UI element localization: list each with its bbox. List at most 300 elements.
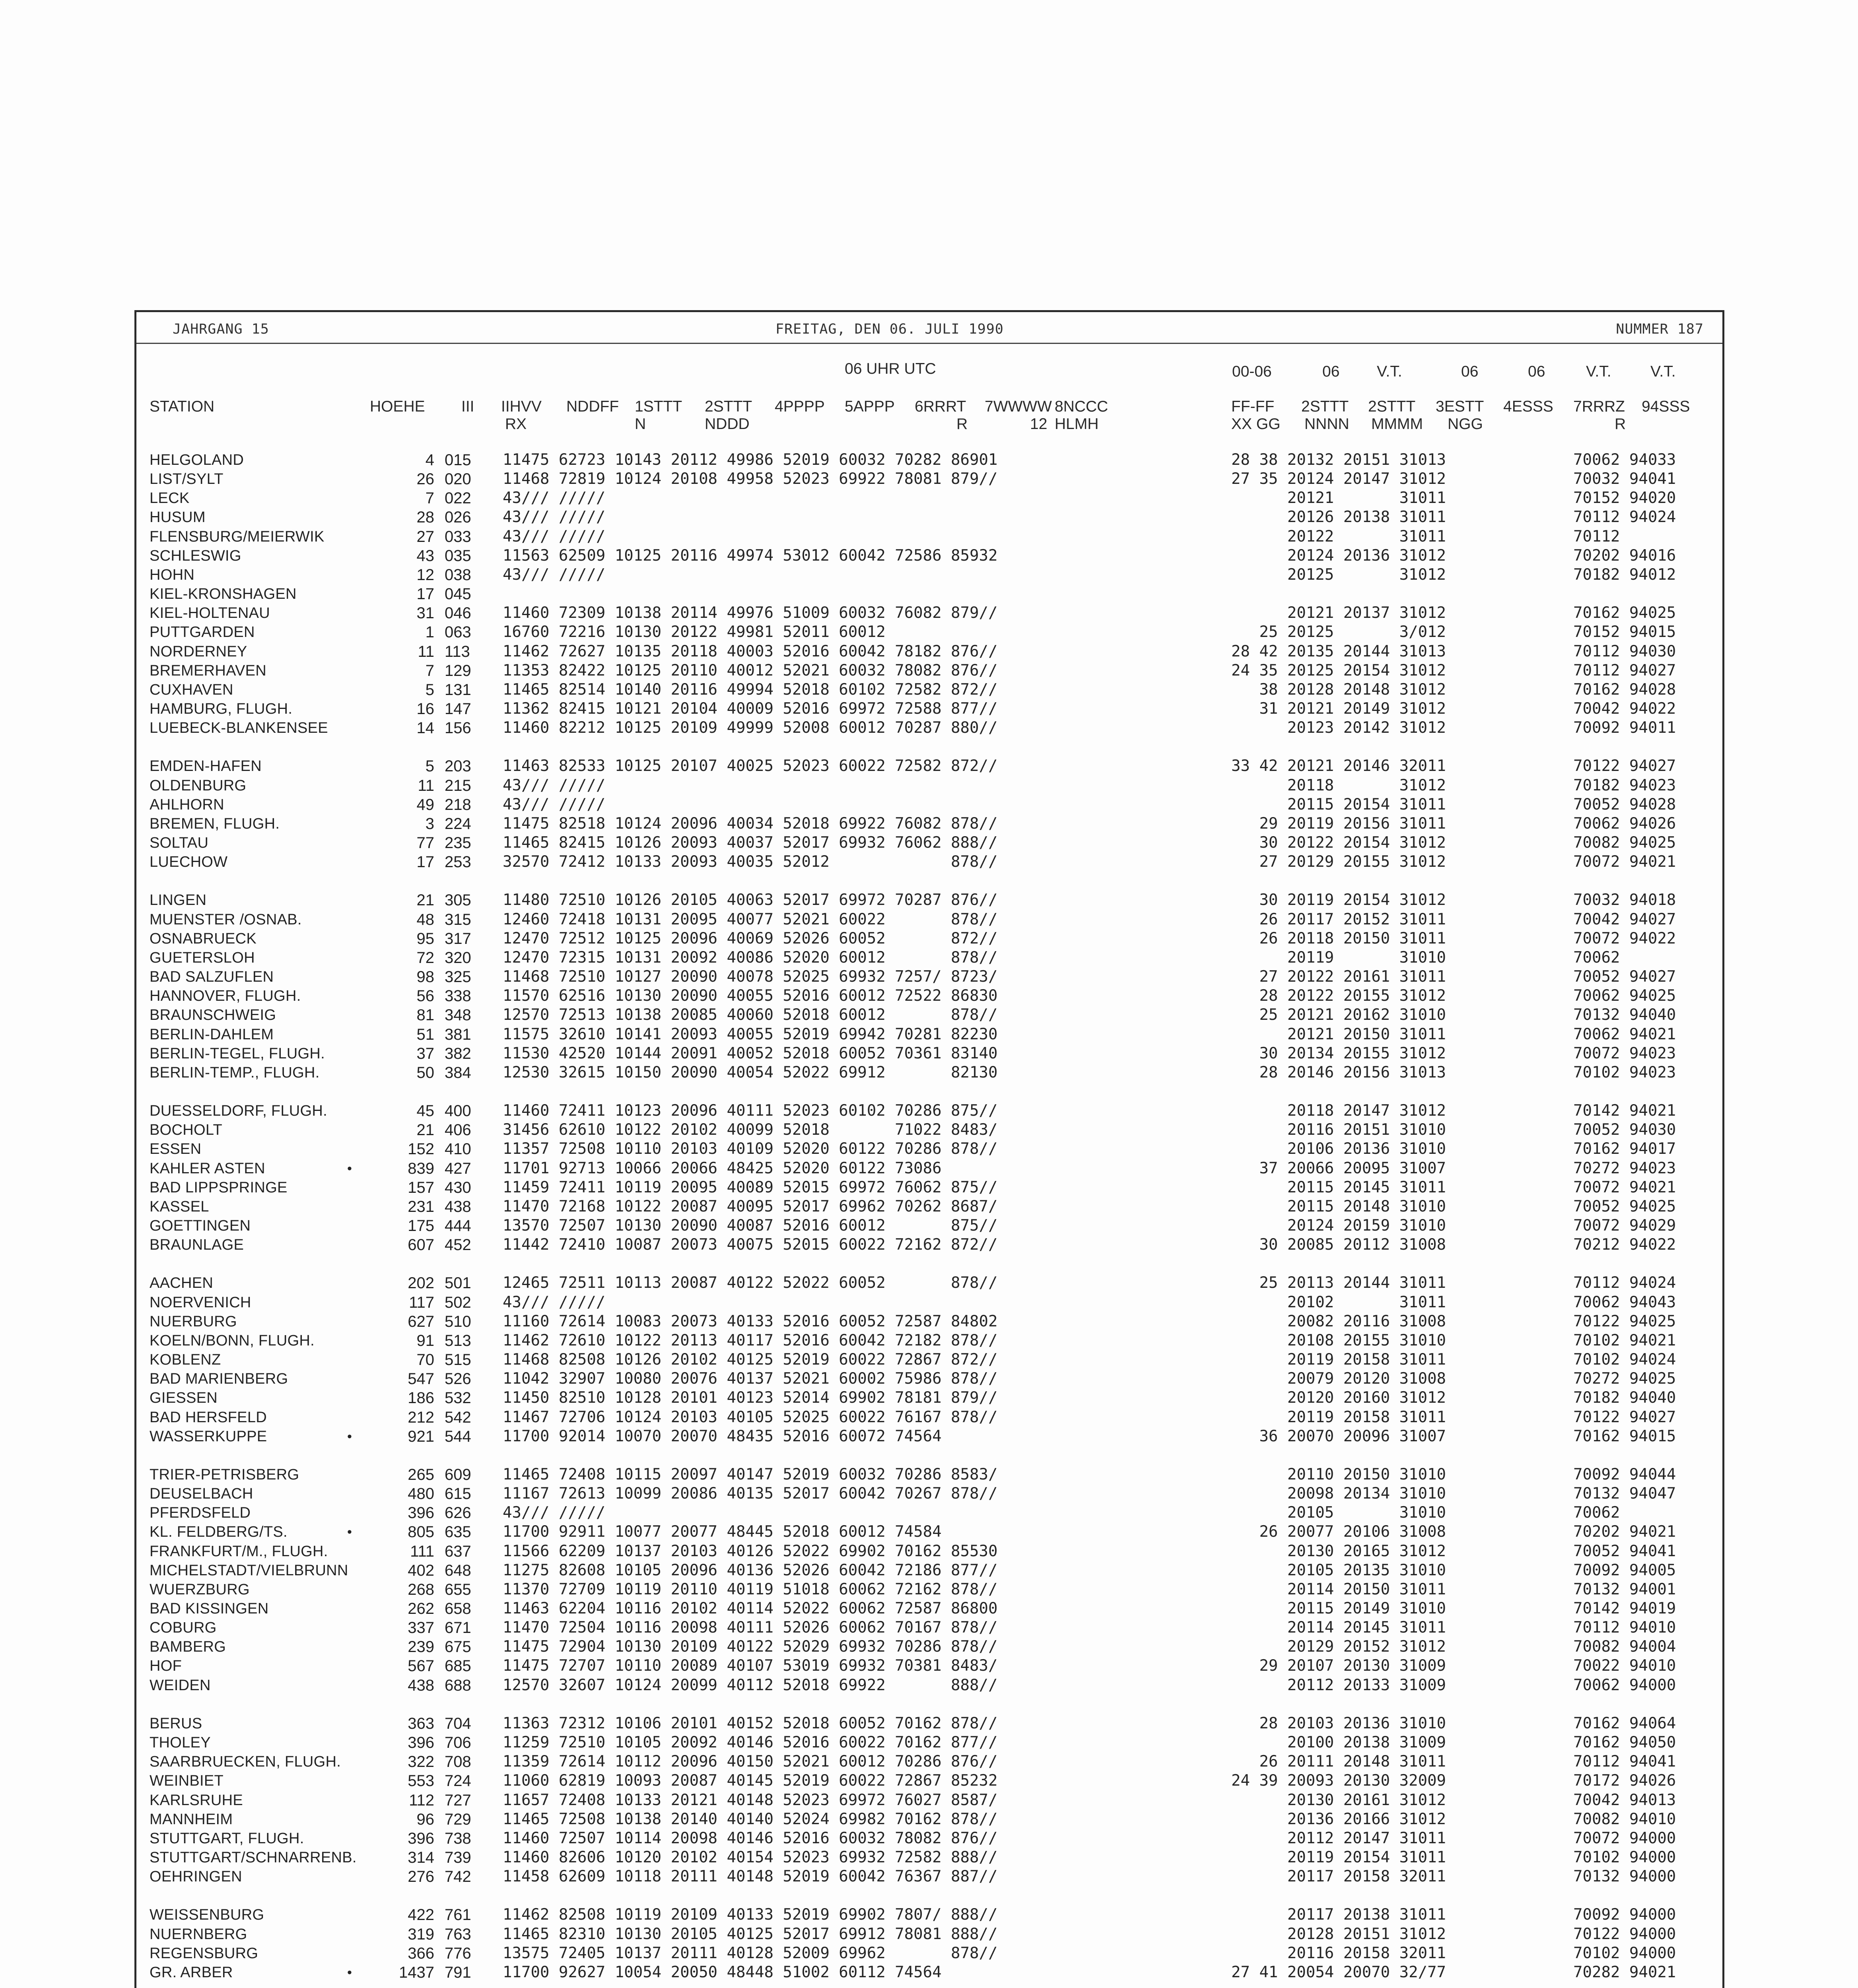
synop-main-groups: 11530 42520 10144 20091 40052 52018 60052 70361 83140: [503, 1044, 998, 1062]
column-94sss: 94SSS: [1642, 398, 1690, 415]
station-height: 1437: [399, 1963, 434, 1981]
synop-wind-temp-groups: 36 20070 20096 31007: [1231, 1427, 1446, 1445]
synop-wind-temp-groups: 27 35 20124 20147 31012: [1231, 470, 1446, 488]
station-height: 402: [408, 1561, 434, 1579]
table-row: [0, 681, 1858, 699]
table-row: [0, 508, 1858, 526]
synop-wind-temp-groups: 27 20122 20161 31011: [1231, 968, 1446, 986]
synop-precip-groups: 70112 94027: [1573, 661, 1676, 679]
station-name: SCHLESWIG: [150, 547, 241, 564]
station-name: LUEBECK-BLANKENSEE: [150, 720, 328, 737]
synop-wind-temp-groups: 27 41 20054 20070 32/77: [1231, 1963, 1446, 1981]
table-row: [0, 1351, 1858, 1369]
station-number: 542: [445, 1408, 471, 1426]
synop-main-groups: 11462 82508 10119 20109 40133 52019 69902 7807/ 888//: [503, 1906, 998, 1924]
station-name: STUTTGART, FLUGH.: [150, 1830, 304, 1847]
synop-precip-groups: 70162 94064: [1573, 1714, 1676, 1732]
table-row: [0, 1676, 1858, 1695]
station-name: FLENSBURG/MEIERWIK: [150, 528, 325, 545]
synop-main-groups: 11468 72819 10124 20108 49958 52023 69922 78081 879//: [503, 470, 998, 488]
station-number: 381: [445, 1025, 471, 1043]
table-row: [0, 777, 1858, 795]
synop-main-groups: 11465 72408 10115 20097 40147 52019 60032 70286 8583/: [503, 1465, 998, 1483]
synop-main-groups: 31456 62610 10122 20102 40099 52018 71022 8483/: [503, 1121, 998, 1139]
column-6rrrt: 6RRRT: [915, 398, 966, 415]
station-name: PUTTGARDEN: [150, 624, 255, 641]
station-height: 262: [408, 1600, 434, 1617]
station-name: MICHELSTADT/VIELBRUNN: [150, 1562, 348, 1579]
synop-precip-groups: 70142 94019: [1573, 1600, 1676, 1617]
synop-wind-temp-groups: 24 39 20093 20130 32009: [1231, 1772, 1446, 1790]
column-7wwww: 7WWWW: [985, 398, 1052, 415]
table-row: [0, 1657, 1858, 1675]
synop-main-groups: 11465 82310 10130 20105 40125 52017 69912 78081 888//: [503, 1925, 998, 1943]
synop-main-groups: 43/// /////: [503, 489, 606, 507]
station-height: 56: [416, 987, 434, 1005]
station-name: WEINBIET: [150, 1773, 224, 1790]
synop-main-groups: 11566 62209 10137 20103 40126 52022 69902 70162 85530: [503, 1542, 998, 1560]
synop-wind-temp-groups: 20120 20160 31012: [1231, 1389, 1446, 1407]
station-number: 510: [445, 1312, 471, 1330]
table-row: [0, 930, 1858, 948]
table-row: [0, 1332, 1858, 1350]
table-row: [0, 662, 1858, 680]
table-row: [0, 1619, 1858, 1637]
synop-precip-groups: 70052 94028: [1573, 795, 1676, 813]
synop-precip-groups: 70132 94001: [1573, 1580, 1676, 1598]
synop-wind-temp-groups: 28 20122 20155 31012: [1231, 987, 1446, 1005]
synop-precip-groups: 70212 94022: [1573, 1236, 1676, 1254]
station-height: 1: [425, 623, 434, 641]
station-height: 366: [408, 1944, 434, 1962]
station-height: 322: [408, 1753, 434, 1771]
synop-wind-temp-groups: 26 20118 20150 31011: [1231, 929, 1446, 947]
synop-precip-groups: 70042 94027: [1573, 910, 1676, 928]
table-row: [0, 1848, 1858, 1867]
synop-wind-temp-groups: 20129 20152 31012: [1231, 1638, 1446, 1656]
mountain-station-marker: •: [347, 1161, 352, 1176]
station-number: 515: [445, 1351, 471, 1369]
column-station: STATION: [150, 398, 215, 415]
station-name: LUECHOW: [150, 854, 228, 871]
station-number: 724: [445, 1772, 471, 1790]
station-number: 325: [445, 968, 471, 986]
synop-wind-temp-groups: 20114 20150 31011: [1231, 1580, 1446, 1598]
station-number: 513: [445, 1332, 471, 1349]
synop-wind-temp-groups: 20126 20138 31011: [1231, 508, 1446, 526]
station-number: 626: [445, 1504, 471, 1522]
table-row: [0, 700, 1858, 718]
station-number: 615: [445, 1485, 471, 1503]
table-row: [0, 1925, 1858, 1943]
station-number: 218: [445, 796, 471, 813]
station-height: 239: [408, 1638, 434, 1656]
synop-main-groups: 11042 32907 10080 20076 40137 52021 60002 75986 878//: [503, 1370, 998, 1388]
table-row: [0, 1427, 1858, 1446]
synop-main-groups: 11467 72706 10124 20103 40105 52025 60022 76167 878//: [503, 1408, 998, 1426]
station-name: DUESSELDORF, FLUGH.: [150, 1103, 328, 1120]
station-number: 688: [445, 1676, 471, 1694]
station-number: 708: [445, 1753, 471, 1771]
synop-precip-groups: 70072 94023: [1573, 1044, 1676, 1062]
synop-precip-groups: 70082 94010: [1573, 1810, 1676, 1828]
synop-wind-temp-groups: 38 20128 20148 31012: [1231, 680, 1446, 699]
synop-wind-temp-groups: 37 20066 20095 31007: [1231, 1159, 1446, 1177]
synop-wind-temp-groups: 20130 20165 31012: [1231, 1542, 1446, 1560]
station-number: 147: [445, 700, 471, 718]
table-row: [0, 1734, 1858, 1752]
station-height: 98: [416, 968, 434, 986]
synop-precip-groups: 70082 94004: [1573, 1638, 1676, 1656]
station-name: WASSERKUPPE: [150, 1428, 267, 1445]
synop-precip-groups: 70072 94021: [1573, 853, 1676, 871]
synop-precip-groups: 70112 94041: [1573, 1753, 1676, 1771]
synop-wind-temp-groups: 29 20107 20130 31009: [1231, 1657, 1446, 1675]
synop-main-groups: 12465 72511 10113 20087 40122 52022 60052 878//: [503, 1274, 998, 1292]
column-2sttt: 2STTT: [705, 398, 752, 415]
synop-main-groups: 11357 72508 10110 20103 40109 52020 60122 70286 878//: [503, 1140, 998, 1158]
synop-main-groups: 11475 72707 10110 20089 40107 53019 69932 70381 8483/: [503, 1657, 998, 1675]
station-number: 400: [445, 1102, 471, 1120]
station-name: REGENSBURG: [150, 1945, 258, 1962]
station-number: 544: [445, 1427, 471, 1445]
column-ff-ff-sub: XX GG: [1231, 415, 1281, 433]
synop-precip-groups: 70052 94041: [1573, 1542, 1676, 1560]
table-row: [0, 1140, 1858, 1158]
station-height: 91: [416, 1332, 434, 1349]
table-row: [0, 987, 1858, 1005]
synop-main-groups: 13575 72405 10137 20111 40128 52009 69962 878//: [503, 1944, 998, 1962]
station-height: 70: [416, 1351, 434, 1369]
table-spacer-row: [0, 1083, 1858, 1101]
station-number: 671: [445, 1619, 471, 1637]
table-row: [0, 547, 1858, 565]
synop-wind-temp-groups: 26 20077 20106 31008: [1231, 1523, 1446, 1541]
synop-precip-groups: 70072 94000: [1573, 1829, 1676, 1847]
table-row: [0, 1217, 1858, 1235]
table-row: [0, 719, 1858, 737]
synop-main-groups: 43/// /////: [503, 776, 606, 794]
table-row: [0, 1600, 1858, 1618]
synop-main-groups: 11465 72508 10138 20140 40140 52024 69982 70162 878//: [503, 1810, 998, 1828]
station-height: 72: [416, 949, 434, 967]
synop-precip-groups: 70052 94027: [1573, 968, 1676, 986]
synop-wind-temp-groups: 20115 20148 31010: [1231, 1197, 1446, 1215]
station-height: 175: [408, 1217, 434, 1235]
synop-wind-temp-groups: 20117 20158 32011: [1231, 1868, 1446, 1886]
station-height: 186: [408, 1389, 434, 1407]
station-name: OEHRINGEN: [150, 1868, 242, 1885]
synop-precip-groups: 70102 94000: [1573, 1848, 1676, 1866]
station-name: BERUS: [150, 1715, 202, 1732]
synop-main-groups: 11470 72168 10122 20087 40095 52017 69962 70262 8687/: [503, 1197, 998, 1215]
station-height: 26: [416, 470, 434, 488]
station-number: 131: [445, 681, 471, 699]
table-row: [0, 566, 1858, 584]
synop-precip-groups: 70132 94047: [1573, 1485, 1676, 1503]
table-row: [0, 1064, 1858, 1082]
station-name: HOHN: [150, 566, 195, 583]
station-height: 314: [408, 1848, 434, 1866]
synop-precip-groups: 70042 94013: [1573, 1791, 1676, 1809]
table-row: [0, 451, 1858, 469]
station-height: 12: [416, 566, 434, 584]
table-row: [0, 1542, 1858, 1561]
table-row: [0, 1370, 1858, 1388]
synop-precip-groups: 70062 94033: [1573, 451, 1676, 469]
synop-precip-groups: 70062 94021: [1573, 1025, 1676, 1043]
station-number: 156: [445, 719, 471, 737]
synop-main-groups: 13570 72507 10130 20090 40087 52016 60012 875//: [503, 1217, 998, 1235]
table-row: [0, 604, 1858, 622]
station-name: MANNHEIM: [150, 1811, 233, 1828]
station-height: 49: [416, 796, 434, 813]
station-name: NUERNBERG: [150, 1926, 247, 1943]
station-height: 152: [408, 1140, 434, 1158]
synop-main-groups: 11563 62509 10125 20116 49974 53012 60042 72586 85932: [503, 546, 998, 565]
station-number: 015: [445, 451, 471, 469]
station-name: THOLEY: [150, 1734, 211, 1751]
synop-wind-temp-groups: 20130 20161 31012: [1231, 1791, 1446, 1809]
station-number: 648: [445, 1561, 471, 1579]
station-height: 438: [408, 1676, 434, 1694]
station-name: CUXHAVEN: [150, 681, 233, 698]
station-height: 28: [416, 509, 434, 526]
station-name: BREMEN, FLUGH.: [150, 815, 280, 832]
station-height: 77: [416, 834, 434, 852]
synop-precip-groups: 70172 94026: [1573, 1772, 1676, 1790]
column-4pppp: 4PPPP: [775, 398, 825, 415]
station-name: BOCHOLT: [150, 1122, 222, 1139]
station-height: 21: [416, 1121, 434, 1139]
station-name: HOF: [150, 1658, 182, 1675]
table-row: [0, 1714, 1858, 1733]
table-row: [0, 1178, 1858, 1197]
station-number: 020: [445, 470, 471, 488]
synop-precip-groups: 70112 94010: [1573, 1619, 1676, 1637]
mountain-station-marker: •: [347, 1524, 352, 1540]
table-spacer-row: [0, 1982, 1858, 1988]
station-height: 265: [408, 1466, 434, 1483]
station-name: LECK: [150, 490, 190, 507]
table-row: [0, 1466, 1858, 1484]
station-name: WUERZBURG: [150, 1581, 250, 1598]
synop-main-groups: 11475 62723 10143 20112 49986 52019 60032 70282 86901: [503, 451, 998, 469]
synop-main-groups: 11575 32610 10141 20093 40055 52019 69942 70281 82230: [503, 1025, 998, 1043]
station-name: LIST/SYLT: [150, 471, 224, 488]
synop-wind-temp-groups: 26 20117 20152 31011: [1231, 910, 1446, 928]
station-height: 7: [425, 662, 434, 679]
station-name: DEUSELBACH: [150, 1485, 253, 1503]
station-number: 430: [445, 1178, 471, 1196]
station-name: KARLSRUHE: [150, 1792, 243, 1809]
station-height: 43: [416, 547, 434, 565]
station-number: 761: [445, 1906, 471, 1924]
synop-precip-groups: 70112 94030: [1573, 642, 1676, 660]
station-number: 635: [445, 1523, 471, 1541]
table-row: [0, 528, 1858, 546]
column-7rrrz-sub: R: [1615, 415, 1626, 433]
table-spacer-row: [0, 1887, 1858, 1905]
synop-main-groups: 11468 72510 10127 20090 40078 52025 69932 7257/ 8723/: [503, 968, 998, 986]
synop-precip-groups: 70062 94025: [1573, 987, 1676, 1005]
station-height: 547: [408, 1370, 434, 1388]
station-name: KOBLENZ: [150, 1351, 221, 1369]
synop-main-groups: 16760 72216 10130 20122 49981 52011 60012: [503, 623, 886, 641]
station-height: 48: [416, 911, 434, 928]
synop-main-groups: 11460 72309 10138 20114 49976 51009 60032 76082 879//: [503, 604, 998, 622]
synop-precip-groups: 70162 94025: [1573, 604, 1676, 622]
station-name: BREMERHAVEN: [150, 662, 266, 679]
synop-precip-groups: 70032 94018: [1573, 891, 1676, 909]
station-name: AHLHORN: [150, 796, 224, 813]
synop-wind-temp-groups: 28 42 20135 20144 31013: [1231, 642, 1446, 660]
station-name: WEIDEN: [150, 1677, 211, 1694]
synop-main-groups: 11657 72408 10133 20121 40148 52023 69972 76027 8587/: [503, 1791, 998, 1809]
synop-wind-temp-groups: 20121 20137 31012: [1231, 604, 1446, 622]
synop-main-groups: 11450 82510 10128 20101 40123 52014 69902 78181 879//: [503, 1389, 998, 1407]
station-name: PFERDSFELD: [150, 1505, 251, 1522]
station-height: 396: [408, 1829, 434, 1847]
synop-main-groups: 12470 72315 10131 20092 40086 52020 60012 878//: [503, 948, 998, 967]
mountain-station-marker: •: [347, 1965, 352, 1980]
column-5appp: 5APPP: [845, 398, 895, 415]
synop-precip-groups: 70092 94044: [1573, 1465, 1676, 1483]
station-name: HELGOLAND: [150, 452, 244, 468]
station-number: 685: [445, 1657, 471, 1675]
synop-precip-groups: 70202 94016: [1573, 546, 1676, 565]
table-row: [0, 1274, 1858, 1292]
station-number: 253: [445, 853, 471, 871]
synop-wind-temp-groups: 28 20103 20136 31010: [1231, 1714, 1446, 1732]
station-name: AACHEN: [150, 1275, 214, 1292]
synop-main-groups: 11701 92713 10066 20066 48425 52020 60122 73086: [503, 1159, 942, 1177]
table-row: [0, 585, 1858, 603]
column-3estt-sub: NGG: [1448, 415, 1483, 433]
synop-main-groups: 12530 32615 10150 20090 40054 52022 69912 82130: [503, 1063, 998, 1081]
synop-main-groups: 11459 72411 10119 20095 40089 52015 69972 76062 875//: [503, 1178, 998, 1196]
station-name: BAD HERSFELD: [150, 1409, 267, 1426]
column-2sttt-c: 2STTT: [1368, 398, 1416, 415]
station-name: GUETERSLOH: [150, 949, 255, 966]
station-name: HANNOVER, FLUGH.: [150, 988, 301, 1005]
station-number: 063: [445, 623, 471, 641]
synop-wind-temp-groups: 20115 20154 31011: [1231, 795, 1446, 813]
synop-wind-temp-groups: 20121 20150 31011: [1231, 1025, 1446, 1043]
station-name: BERLIN-TEGEL, FLUGH.: [150, 1045, 325, 1062]
table-row: [0, 1753, 1858, 1771]
synop-precip-groups: 70182 94012: [1573, 565, 1676, 584]
station-name: OLDENBURG: [150, 777, 247, 794]
table-row: [0, 757, 1858, 775]
table-row: [0, 834, 1858, 852]
station-height: 805: [408, 1523, 434, 1541]
synop-main-groups: 11167 72613 10099 20086 40135 52017 60042 70267 878//: [503, 1485, 998, 1503]
synop-wind-temp-groups: 20106 20136 31010: [1231, 1140, 1446, 1158]
synop-precip-groups: 70102 94024: [1573, 1351, 1676, 1369]
station-number: 609: [445, 1466, 471, 1483]
table-row: [0, 1810, 1858, 1829]
station-number: 033: [445, 528, 471, 546]
station-number: 410: [445, 1140, 471, 1158]
group-06-uhr-utc: 06 UHR UTC: [845, 360, 936, 377]
station-number: 501: [445, 1274, 471, 1292]
table-row: [0, 1198, 1858, 1216]
synop-main-groups: 11570 62516 10130 20090 40055 52016 60012 72522 86830: [503, 987, 998, 1005]
station-number: 658: [445, 1600, 471, 1617]
station-name: BRAUNSCHWEIG: [150, 1007, 276, 1024]
station-number: 706: [445, 1734, 471, 1752]
synop-precip-groups: 70102 94021: [1573, 1331, 1676, 1349]
station-name: GOETTINGEN: [150, 1217, 251, 1234]
vt-06-c: 06: [1528, 363, 1545, 380]
station-number: 026: [445, 509, 471, 526]
station-height: 5: [425, 681, 434, 699]
synop-main-groups: 11370 72709 10119 20110 40119 51018 60062 72162 878//: [503, 1580, 998, 1598]
synop-main-groups: 11475 72904 10130 20109 40122 52029 69932 70286 878//: [503, 1638, 998, 1656]
synop-wind-temp-groups: 20118 20147 31012: [1231, 1102, 1446, 1120]
column-nddff: NDDFF: [566, 398, 619, 415]
synop-main-groups: 11468 82508 10126 20102 40125 52019 60022 72867 872//: [503, 1351, 998, 1369]
synop-wind-temp-groups: 20124 20136 31012: [1231, 546, 1446, 565]
synop-main-groups: 11362 82415 10121 20104 40009 52016 69972 72588 877//: [503, 699, 998, 718]
station-number: 022: [445, 489, 471, 507]
synop-main-groups: 11700 92014 10070 20070 48435 52016 60072 74564: [503, 1427, 942, 1445]
table-row: [0, 1389, 1858, 1407]
synop-main-groups: 32570 72412 10133 20093 40035 52012 878//: [503, 853, 998, 871]
table-row: [0, 1025, 1858, 1044]
table-row: [0, 1829, 1858, 1848]
station-number: 727: [445, 1791, 471, 1809]
synop-wind-temp-groups: 20110 20150 31010: [1231, 1465, 1446, 1483]
table-row: [0, 1044, 1858, 1063]
synop-main-groups: 11160 72614 10083 20073 40133 52016 60052 72587 84802: [503, 1312, 998, 1330]
station-number: 739: [445, 1848, 471, 1866]
synop-precip-groups: 70092 94011: [1573, 719, 1676, 737]
station-height: 607: [408, 1236, 434, 1254]
station-height: 921: [408, 1427, 434, 1445]
station-name: SOLTAU: [150, 835, 209, 851]
synop-main-groups: 11462 72627 10135 20118 40003 52016 60042 78182 876//: [503, 642, 998, 660]
synop-wind-temp-groups: 20136 20166 31012: [1231, 1810, 1446, 1828]
station-height: 5: [425, 757, 434, 775]
synop-precip-groups: 70132 94000: [1573, 1868, 1676, 1886]
synop-wind-temp-groups: 26 20111 20148 31011: [1231, 1753, 1446, 1771]
station-height: 553: [408, 1772, 434, 1790]
synop-main-groups: 11442 72410 10087 20073 40075 52015 60022 72162 872//: [503, 1236, 998, 1254]
station-height: 212: [408, 1408, 434, 1426]
station-number: 738: [445, 1829, 471, 1847]
synop-wind-temp-groups: 28 20146 20156 31013: [1231, 1063, 1446, 1081]
station-number: 655: [445, 1580, 471, 1598]
synop-precip-groups: 70112 94024: [1573, 1274, 1676, 1292]
column-2sttt-sub: NDDD: [705, 415, 750, 433]
station-height: 268: [408, 1580, 434, 1598]
synop-precip-groups: 70032 94041: [1573, 470, 1676, 488]
synop-wind-temp-groups: 20082 20116 31008: [1231, 1312, 1446, 1330]
synop-precip-groups: 70072 94029: [1573, 1217, 1676, 1235]
synop-main-groups: 43/// /////: [503, 1504, 606, 1522]
station-name: MUENSTER /OSNAB.: [150, 911, 302, 928]
station-height: 117: [409, 1293, 434, 1311]
synop-precip-groups: 70132 94040: [1573, 1006, 1676, 1024]
station-height: 16: [416, 700, 434, 718]
synop-main-groups: 11462 72610 10122 20113 40117 52016 60042 72182 878//: [503, 1331, 998, 1349]
synop-wind-temp-groups: 20102 31011: [1231, 1293, 1446, 1311]
synop-main-groups: 11465 82514 10140 20116 49994 52018 60102 72582 872//: [503, 680, 998, 699]
table-row: [0, 968, 1858, 986]
synop-precip-groups: 70162 94028: [1573, 680, 1676, 699]
